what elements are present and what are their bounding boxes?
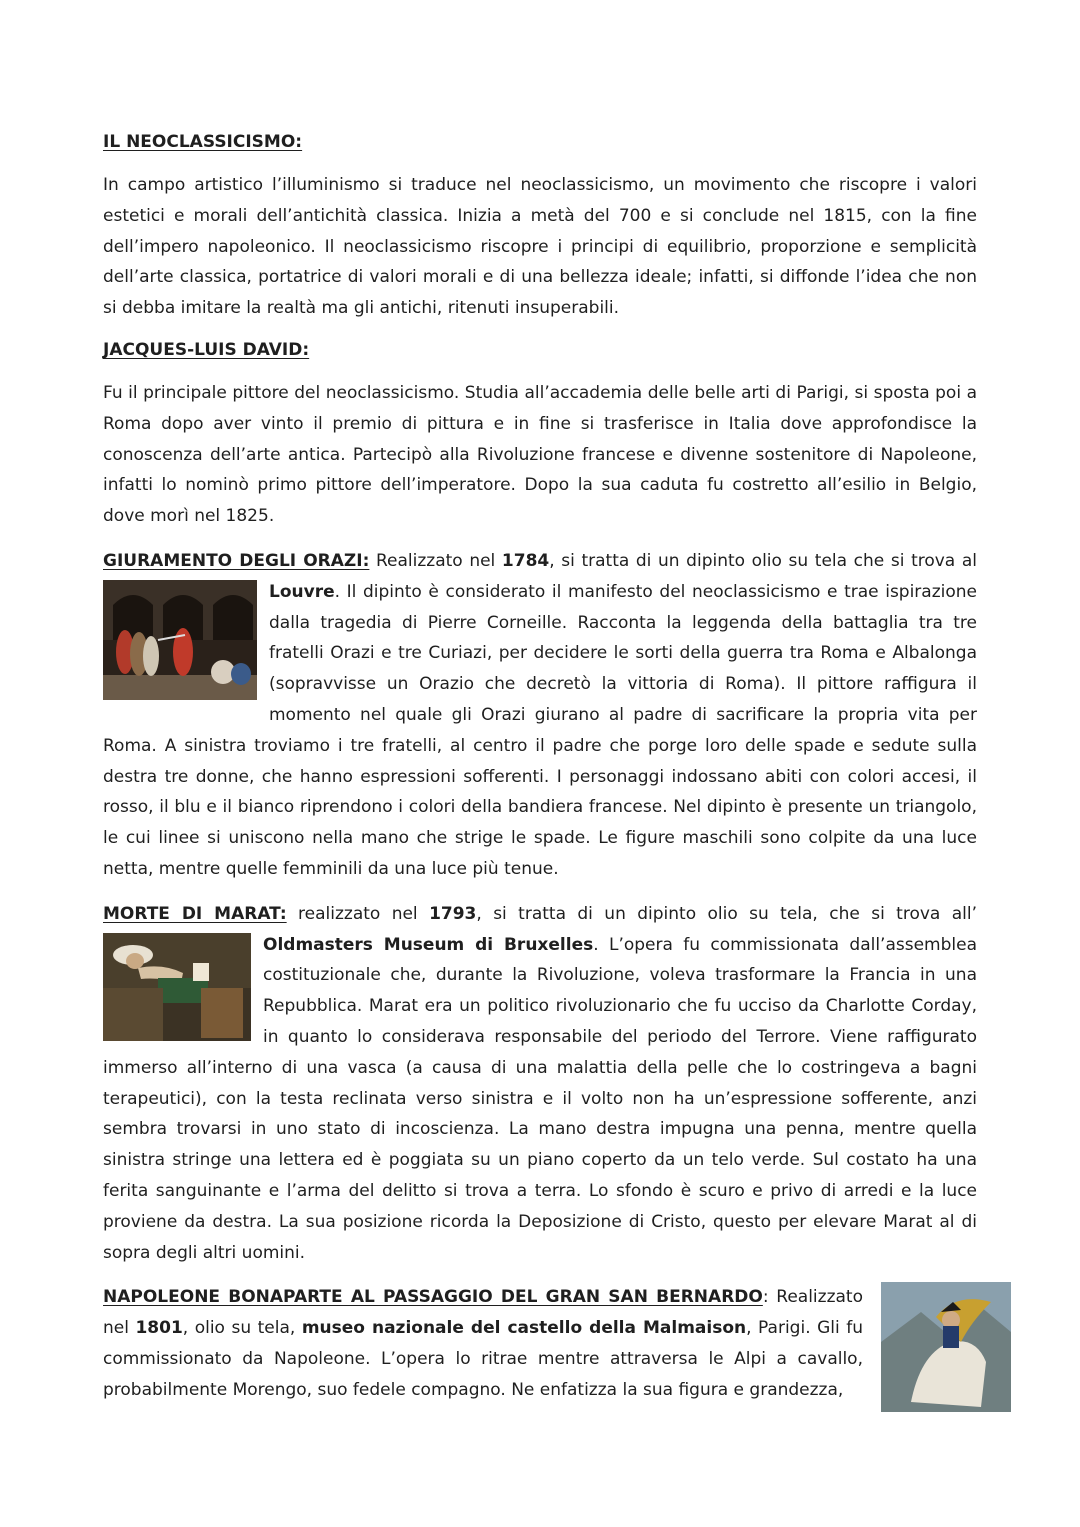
title-orazi: GIURAMENTO DEGLI ORAZI: <box>103 550 370 571</box>
text-napoleone-3: , Parigi. Gli fu commissionato da Napoleone. L’opera lo ritrae mentre attraversa le Alpi a cavallo, probabilmente Morengo, suo fedele compagno. Ne enfatizza la sua figura e grandezza, <box>103 1318 863 1400</box>
year-napoleone: 1801 <box>135 1318 183 1339</box>
paragraph-orazi <box>103 546 977 885</box>
text-marat-1: realizzato nel <box>286 903 430 924</box>
paragraph-david: Fu il principale pittore del neoclassicismo. Studia all’accademia delle belle arti di Parigi, si sposta poi a Roma dopo aver vinto il premio di pittura e in fine si trasferisce in Italia dove approfondisce la conoscenza dell’arte antica. Partecipò alla Rivoluzione francese e divenne sostenitore di Napoleone, infatti lo nominò primo pittore dell’imperatore. Dopo la sua caduta fu costretto all’esilio in Belgio, dove morì nel 1825. <box>103 382 977 527</box>
text-marat-3: . L’opera fu commissionata dall’assemblea costituzionale che, durante la Rivoluzione, voleva trasformare la Francia in una Repubblica. Marat era un politico rivoluzionario che fu ucciso da Charlotte Corday, in quanto lo considerava responsabile del periodo del Terrore. Viene raffigurato immerso all’interno di una vasca (a causa di una malattia della pelle che lo costringeva a bagni terapeutici), con la testa reclinata verso sinistra e il volto non ha un’espressione sofferente, anzi sembra trovarsi in uno stato di incoscienza. La mano destra impugna una penna, mentre quella sinistra stringe una lettera ed è poggiata su un piano coperto da un telo verde. Sul costato ha una ferita sanguinante e l’arma del delitto si trova a terra. Lo sfondo è scuro e privo di arredi e la luce proviene da destra. La sua posizione ricorda la Deposizione di Cristo, questo per elevare Marat al di sopra degli altri uomini. <box>103 934 978 1263</box>
text-napoleone-2: , olio su tela, <box>182 1318 302 1339</box>
text-orazi-1: Realizzato nel <box>369 550 502 571</box>
paragraph-neoclassicismo: In campo artistico l’illuminismo si traduce nel neoclassicismo, un movimento che riscopre i valori estetici e morali dell’antichità classica. Inizia a metà del 700 e si conclude nel 1815, con la fine dell’impero napoleonico. Il neoclassicismo riscopre i principi di equilibrio, proporzione e semplicità dell’arte classica, portatrice di valori morali e di una bellezza ideale; infatti, si diffonde l’idea che non si debba imitare la realtà ma gli antichi, ritenuti insuperabili. <box>103 175 977 319</box>
museum-napoleone: museo nazionale del castello della Malmaison <box>301 1318 747 1339</box>
painting-orazi-image <box>103 580 257 700</box>
title-marat: MORTE DI MARAT: <box>103 903 287 924</box>
text-orazi-2: , si tratta di un dipinto olio su tela che si trova al <box>549 550 977 571</box>
text-orazi-3: . Il dipinto è considerato il manifesto del neoclassicismo e trae ispirazione dalla tragedia di Pierre Corneille. Racconta la leggenda della battaglia tra tre fratelli Orazi e tre Curiazi, per decidere le sorti della guerra tra Roma e Albalonga (sopravvisse un Orazio che decretò la vittoria di Roma). Il pittore raffigura il momento nel quale gli Orazi giurano al padre di sacrificare la propria vita per Roma. A sinistra troviamo i tre fratelli, al centro il padre che porge loro delle spade e sedute sulla destra tre donne, che hanno espressioni sofferenti. I personaggi indossano abiti con colori accesi, il rosso, il blu e il bianco riprendono i colori della bandiera francese. Nel dipinto è presente un triangolo, le cui linee si uniscono nella mano che strige le spade. Le figure maschili sono colpite da una luce netta, mentre quelle femminili da una luce più tenue. <box>103 581 977 879</box>
title-napoleone: NAPOLEONE BONAPARTE AL PASSAGGIO DEL GRAN SAN BERNARDO <box>103 1287 763 1308</box>
painting-napoleone-image <box>881 1282 1011 1412</box>
text-marat-2: , si tratta di un dipinto olio su tela, che si trova all’ <box>476 903 978 924</box>
heading-david: JACQUES-LUIS DAVID: <box>103 339 310 360</box>
year-orazi: 1784 <box>501 550 550 571</box>
text-napoleone-1: : Realizzato nel <box>103 1287 863 1339</box>
museum-orazi: Louvre <box>269 581 335 602</box>
paragraph-napoleone <box>103 1282 977 1405</box>
paragraph-marat <box>103 899 977 1269</box>
year-marat: 1793 <box>429 903 477 924</box>
museum-marat: Oldmasters Museum di Bruxelles <box>263 934 594 955</box>
heading-neoclassicismo: IL NEOCLASSICISMO: <box>103 132 303 152</box>
painting-marat-image <box>103 933 251 1041</box>
document-content <box>103 128 977 1412</box>
